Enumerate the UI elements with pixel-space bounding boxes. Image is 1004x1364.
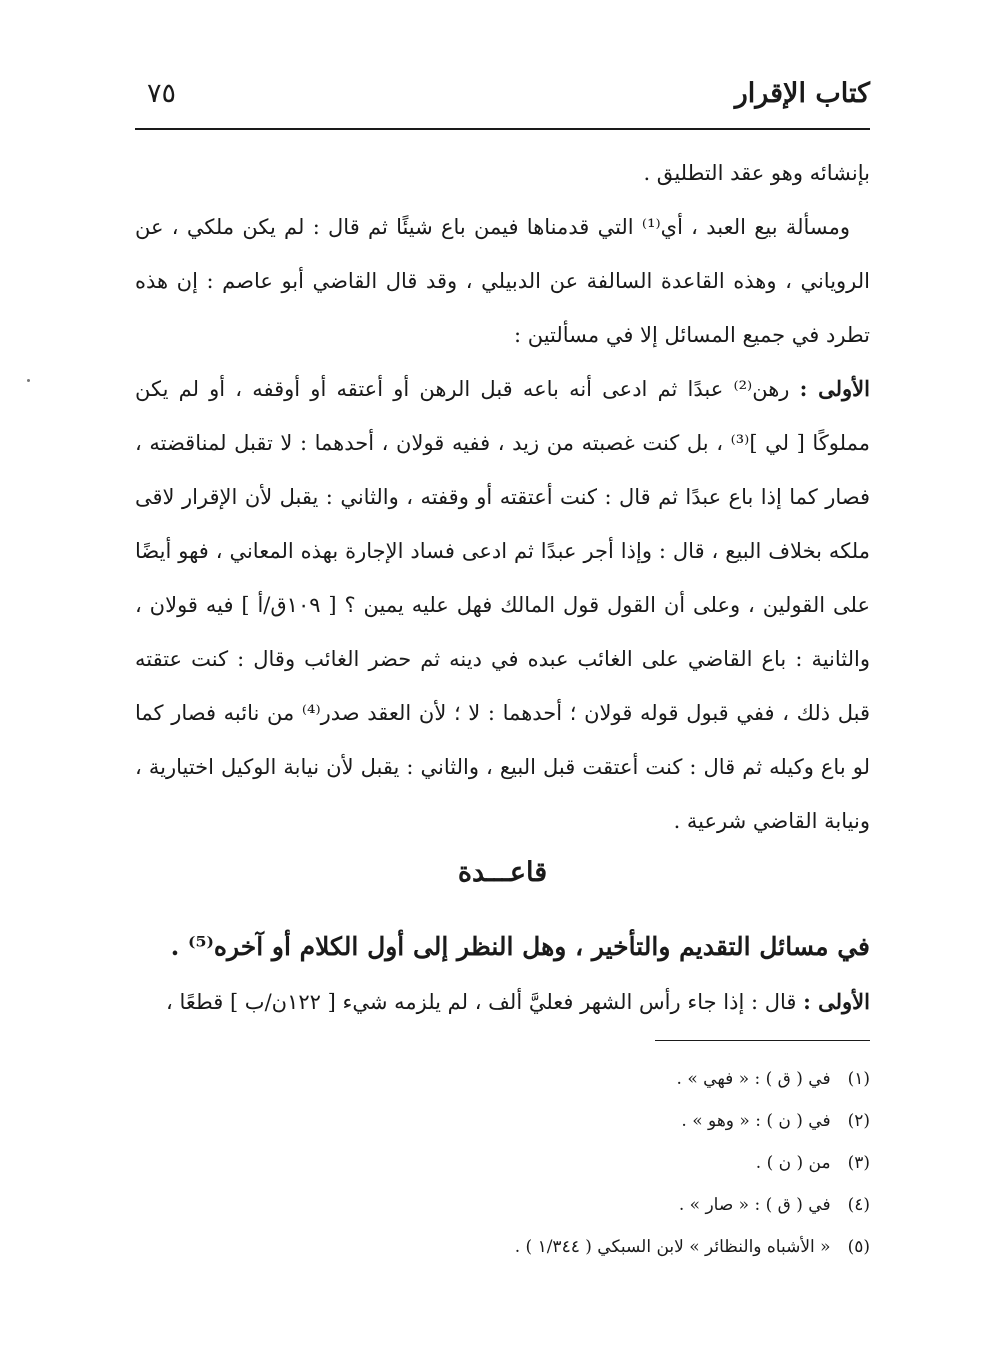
footnote-text: « الأشباه والنظائر » لابن السبكي ( ١/٣٤٤ ) . bbox=[514, 1237, 831, 1257]
page-header bbox=[135, 78, 870, 124]
paragraph-3-lead: الأولى : bbox=[799, 376, 870, 401]
margin-mark bbox=[27, 379, 30, 382]
footnote bbox=[135, 1142, 870, 1184]
footnote-text: في ( ق ) : « فهي » . bbox=[676, 1069, 831, 1089]
footnote bbox=[135, 1058, 870, 1100]
section-first-paragraph bbox=[135, 975, 870, 1029]
footnote-number: (٥) bbox=[847, 1237, 870, 1257]
header-divider bbox=[135, 128, 870, 130]
paragraph-2: ومسألة بيع العبد ، أي⁽¹⁾ التي قدمناها فيمن باع شيئًا ثم قال : لم يكن ملكي ، عن الروياني ، وهذه القاعدة السالفة عن الدبيلي ، وقد قال القاضي أبو عاصم : إن هذه تطرد في جميع المسائل إلا في مسألتين : bbox=[135, 215, 870, 347]
section-first-lead: الأولى : bbox=[803, 989, 870, 1014]
section-first-text: قال : إذا جاء رأس الشهر فعليَّ ألف ، لم يلزمه شيء [ ١٢٢ن/ب ] قطعًا ، bbox=[166, 990, 804, 1014]
footnote-text: في ( ق ) : « صار » . bbox=[678, 1195, 831, 1215]
footnote-number: (٢) bbox=[847, 1111, 870, 1131]
footnote-number: (٤) bbox=[847, 1195, 870, 1215]
running-title: كتاب الإقرار bbox=[734, 78, 870, 109]
section-title: قاعـــدة bbox=[457, 857, 548, 888]
footnote bbox=[135, 1100, 870, 1142]
main-text bbox=[135, 146, 870, 848]
paragraph-3 bbox=[135, 362, 870, 848]
footnotes bbox=[135, 1058, 870, 1268]
paragraph-1: بإنشائه وهو عقد التطليق . bbox=[643, 161, 870, 185]
footnote-text: من ( ن ) . bbox=[755, 1153, 831, 1173]
paragraph-3-text: رهن⁽²⁾ عبدًا ثم ادعى أنه باعه قبل الرهن أو أعتقه أو أوقفه ، أو لم يكن مملوكًا [ لي ]⁽³⁾ ، بل كنت غصبته من زيد ، ففيه قولان ، أحدهما : لا تقبل لمناقضته ، فصار كما إذا باع عبدًا ثم قال : كنت أعتقته أو وقفته ، والثاني : يقبل لأن الإقرار لاقى ملكه بخلاف البيع ، قال : وإذا أجر عبدًا ثم ادعى فساد الإجارة بهذه المعاني ، فهو أيضًا على القولين ، وعلى أن القول قول المالك فهل عليه يمين ؟ [ ١٠٩ق/أ ] فيه قولان ، والثانية : باع القاضي على الغائب عبده في دينه ثم حضر الغائب وقال : كنت عتقته قبل ذلك ، ففي قبول قوله قولان ؛ أحدهما : لا ؛ لأن العقد صدر⁽⁴⁾ من نائبه فصار كما لو باع وكيله ثم قال : كنت أعتقت قبل البيع ، والثاني : يقبل لأن نيابة الوكيل اختيارية ، ونيابة القاضي شرعية . bbox=[135, 377, 871, 833]
footnote bbox=[135, 1184, 870, 1226]
footnote bbox=[135, 1226, 870, 1268]
footnote-number: (٣) bbox=[847, 1153, 870, 1173]
footnote-divider bbox=[655, 1040, 870, 1041]
page-number: ٧٥ bbox=[147, 78, 177, 109]
footnote-number: (١) bbox=[847, 1069, 870, 1089]
footnote-text: في ( ن ) : « وهو » . bbox=[681, 1111, 831, 1131]
section-subtitle: في مسائل التقديم والتأخير ، وهل النظر إلى أول الكلام أو آخره⁽⁵⁾ . bbox=[170, 932, 870, 961]
